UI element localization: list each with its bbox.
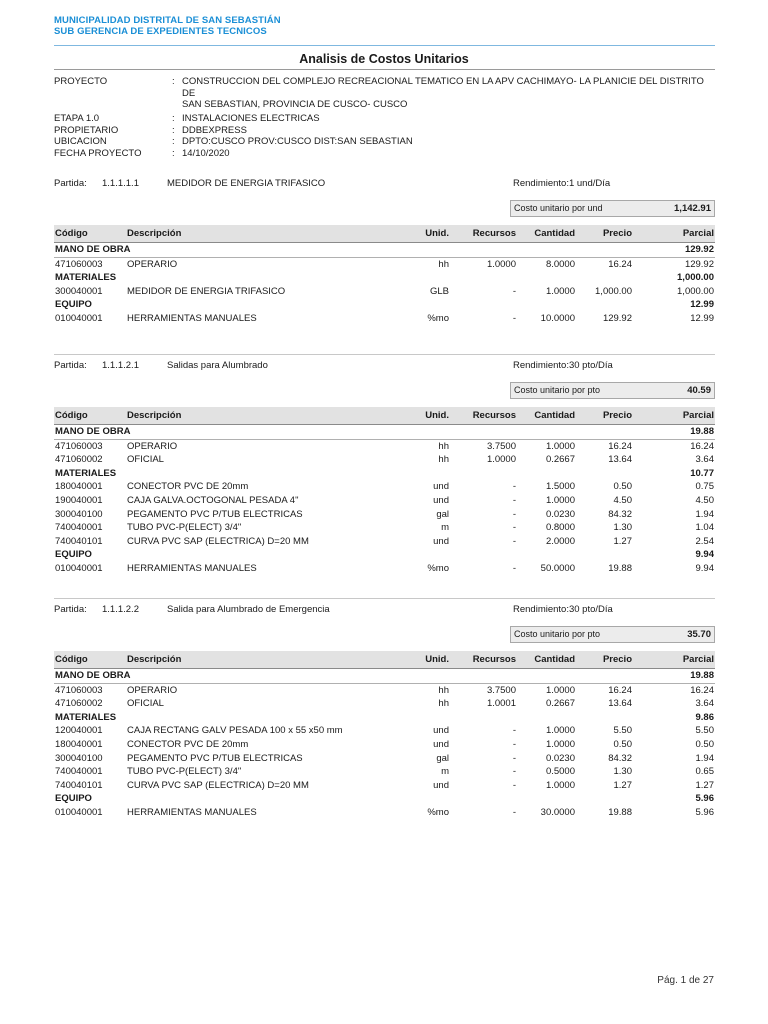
category-total: 19.88 bbox=[690, 670, 714, 681]
cell-parcial: 3.64 bbox=[695, 454, 714, 466]
table-header bbox=[54, 407, 715, 425]
cell-precio: 16.24 bbox=[608, 684, 632, 696]
category-row bbox=[54, 792, 715, 806]
cell-precio: 1,000.00 bbox=[595, 285, 632, 297]
cell-unid: und bbox=[433, 738, 449, 750]
cell-unid: m bbox=[441, 522, 449, 534]
cell-cant: 1.0000 bbox=[545, 738, 575, 750]
table-row bbox=[54, 752, 715, 766]
cell-code: 471060002 bbox=[55, 698, 103, 710]
info-row-fecha bbox=[54, 148, 715, 160]
table-row bbox=[54, 521, 715, 535]
cell-precio: 1.27 bbox=[613, 535, 632, 547]
cell-desc: CAJA GALVA.OCTOGONAL PESADA 4" bbox=[127, 494, 299, 506]
cell-unid: hh bbox=[438, 258, 449, 270]
unit-cost-box bbox=[510, 200, 715, 217]
column-header-precio: Precio bbox=[602, 654, 632, 665]
info-value-line: CONSTRUCCION DEL COMPLEJO RECREACIONAL TEMATICO EN LA APV CACHIMAYO- LA PLANICIE DEL DISTRITO DE bbox=[182, 76, 704, 99]
cell-desc: MEDIDOR DE ENERGIA TRIFASICO bbox=[127, 285, 286, 297]
cell-rec: 1.0000 bbox=[486, 258, 516, 270]
cell-code: 740040001 bbox=[55, 766, 103, 778]
cell-rec: - bbox=[512, 806, 516, 818]
cell-parcial: 1.94 bbox=[695, 752, 714, 764]
cell-unid: und bbox=[433, 779, 449, 791]
cell-precio: 84.32 bbox=[608, 752, 632, 764]
cell-cant: 1.0000 bbox=[545, 779, 575, 791]
column-header-cant: Cantidad bbox=[534, 654, 575, 665]
cell-cant: 2.0000 bbox=[545, 535, 575, 547]
unit-cost-label: Costo unitario por pto bbox=[514, 629, 601, 639]
info-value: DDBEXPRESS bbox=[182, 124, 247, 136]
document-title: Analisis de Costos Unitarios bbox=[299, 52, 469, 66]
partida-separator bbox=[54, 598, 715, 599]
partida-code: 1.1.1.1.1 bbox=[102, 178, 139, 189]
table-row bbox=[54, 684, 715, 698]
cell-rec: - bbox=[512, 752, 516, 764]
cell-desc: OPERARIO bbox=[127, 258, 178, 270]
info-colon: : bbox=[172, 113, 175, 124]
cell-rec: - bbox=[512, 522, 516, 534]
partida-rendimiento: Rendimiento:30 pto/Día bbox=[513, 604, 613, 615]
cell-precio: 1.30 bbox=[613, 766, 632, 778]
table-row bbox=[54, 738, 715, 752]
unit-cost-label: Costo unitario por und bbox=[514, 203, 603, 213]
cell-precio: 19.88 bbox=[608, 562, 632, 574]
cell-desc: OPERARIO bbox=[127, 684, 178, 696]
cell-rec: 3.7500 bbox=[486, 440, 516, 452]
info-label: FECHA PROYECTO bbox=[54, 147, 142, 159]
info-colon: : bbox=[172, 136, 175, 147]
cell-parcial: 129.92 bbox=[684, 258, 714, 270]
table-row bbox=[54, 494, 715, 508]
cell-code: 471060003 bbox=[55, 684, 103, 696]
column-header-parcial: Parcial bbox=[682, 654, 714, 665]
cell-cant: 8.0000 bbox=[545, 258, 575, 270]
category-row bbox=[54, 711, 715, 725]
cell-precio: 5.50 bbox=[613, 725, 632, 737]
category-name: MATERIALES bbox=[55, 467, 117, 479]
cell-rec: 1.0000 bbox=[486, 454, 516, 466]
category-name: MATERIALES bbox=[55, 711, 117, 723]
org-subdivision: SUB GERENCIA DE EXPEDIENTES TECNICOS bbox=[54, 26, 267, 37]
header-rule bbox=[54, 45, 715, 46]
cell-cant: 0.8000 bbox=[545, 522, 575, 534]
cell-rec: - bbox=[512, 312, 516, 324]
cell-code: 300040100 bbox=[55, 508, 103, 520]
table-row bbox=[54, 285, 715, 299]
cell-parcial: 1,000.00 bbox=[677, 285, 714, 297]
partida-code: 1.1.1.2.1 bbox=[102, 360, 139, 371]
cell-code: 300040100 bbox=[55, 752, 103, 764]
cell-rec: - bbox=[512, 494, 516, 506]
cell-rec: - bbox=[512, 779, 516, 791]
cell-unid: und bbox=[433, 535, 449, 547]
cell-parcial: 4.50 bbox=[695, 494, 714, 506]
cell-code: 180040001 bbox=[55, 738, 103, 750]
cell-parcial: 16.24 bbox=[690, 440, 714, 452]
cell-cant: 0.2667 bbox=[545, 454, 575, 466]
partida-label: Partida: bbox=[54, 360, 87, 371]
column-header-desc: Descripción bbox=[127, 410, 182, 421]
cell-unid: m bbox=[441, 766, 449, 778]
cell-code: 010040001 bbox=[55, 562, 103, 574]
partida-block bbox=[54, 354, 715, 576]
cell-unid: hh bbox=[438, 440, 449, 452]
cell-code: 190040001 bbox=[55, 494, 103, 506]
category-name: EQUIPO bbox=[55, 793, 92, 805]
cell-rec: - bbox=[512, 562, 516, 574]
column-header-rec: Recursos bbox=[472, 410, 516, 421]
cell-unid: GLB bbox=[429, 285, 449, 297]
cell-precio: 0.50 bbox=[613, 738, 632, 750]
cell-parcial: 0.75 bbox=[695, 481, 714, 493]
cell-parcial: 9.94 bbox=[695, 562, 714, 574]
partida-label: Partida: bbox=[54, 178, 87, 189]
cell-desc: CONECTOR PVC DE 20mm bbox=[127, 481, 249, 493]
cell-code: 010040001 bbox=[55, 806, 103, 818]
cell-cant: 1.0000 bbox=[545, 725, 575, 737]
partida-description: Salidas para Alumbrado bbox=[167, 360, 268, 371]
cell-parcial: 5.96 bbox=[695, 806, 714, 818]
info-row-ubicacion bbox=[54, 136, 715, 148]
cell-desc: OPERARIO bbox=[127, 440, 178, 452]
category-row bbox=[54, 271, 715, 285]
cell-code: 010040001 bbox=[55, 312, 103, 324]
table-row bbox=[54, 258, 715, 272]
partida-block bbox=[54, 598, 715, 820]
partida-code: 1.1.1.2.2 bbox=[102, 604, 139, 615]
cell-precio: 16.24 bbox=[608, 440, 632, 452]
cell-desc: HERRAMIENTAS MANUALES bbox=[127, 806, 257, 818]
cell-cant: 30.0000 bbox=[540, 806, 575, 818]
cell-parcial: 0.50 bbox=[695, 738, 714, 750]
category-name: MATERIALES bbox=[55, 272, 117, 284]
table-row bbox=[54, 453, 715, 467]
category-total: 9.86 bbox=[695, 711, 714, 723]
partida-label: Partida: bbox=[54, 604, 87, 615]
cell-unid: %mo bbox=[427, 562, 449, 574]
column-header-unid: Unid. bbox=[425, 654, 449, 665]
cell-rec: - bbox=[512, 725, 516, 737]
info-value: DPTO:CUSCO PROV:CUSCO DIST:SAN SEBASTIAN bbox=[182, 136, 413, 147]
cell-desc: TUBO PVC-P(ELECT) 3/4" bbox=[127, 522, 242, 534]
cell-unid: %mo bbox=[427, 806, 449, 818]
table-row bbox=[54, 440, 715, 454]
cell-rec: - bbox=[512, 738, 516, 750]
cell-code: 740040001 bbox=[55, 522, 103, 534]
category-total: 12.99 bbox=[690, 299, 714, 311]
table-row bbox=[54, 724, 715, 738]
column-header-parcial: Parcial bbox=[682, 228, 714, 239]
table-row bbox=[54, 535, 715, 549]
info-colon: : bbox=[172, 124, 175, 136]
category-total: 5.96 bbox=[695, 793, 714, 805]
cell-rec: 1.0001 bbox=[486, 698, 516, 710]
column-header-cant: Cantidad bbox=[534, 228, 575, 239]
cell-desc: CURVA PVC SAP (ELECTRICA) D=20 MM bbox=[127, 535, 309, 547]
column-header-parcial: Parcial bbox=[682, 410, 714, 421]
table-row bbox=[54, 480, 715, 494]
cell-unid: hh bbox=[438, 684, 449, 696]
partida-rendimiento: Rendimiento:1 und/Día bbox=[513, 178, 611, 189]
cell-cant: 10.0000 bbox=[540, 312, 575, 324]
category-total: 10.77 bbox=[690, 467, 714, 479]
cell-unid: gal bbox=[436, 752, 449, 764]
info-value bbox=[182, 76, 715, 111]
cell-parcial: 3.64 bbox=[695, 698, 714, 710]
table-row bbox=[54, 312, 715, 326]
cell-code: 471060003 bbox=[55, 440, 103, 452]
column-header-precio: Precio bbox=[602, 228, 632, 239]
category-name: EQUIPO bbox=[55, 549, 92, 561]
cell-desc: OFICIAL bbox=[127, 454, 164, 466]
cell-code: 120040001 bbox=[55, 725, 103, 737]
table-header bbox=[54, 225, 715, 243]
column-header-precio: Precio bbox=[602, 410, 632, 421]
cell-desc: HERRAMIENTAS MANUALES bbox=[127, 562, 257, 574]
cell-cant: 1.0000 bbox=[545, 285, 575, 297]
info-label: ETAPA 1.0 bbox=[54, 113, 100, 124]
partida-header bbox=[54, 360, 715, 374]
cell-rec: - bbox=[512, 766, 516, 778]
cell-desc: TUBO PVC-P(ELECT) 3/4" bbox=[127, 766, 242, 778]
info-value-line: SAN SEBASTIAN, PROVINCIA DE CUSCO- CUSCO bbox=[182, 99, 408, 110]
category-row bbox=[54, 425, 715, 440]
cell-precio: 13.64 bbox=[608, 698, 632, 710]
category-name: EQUIPO bbox=[55, 299, 92, 311]
category-row bbox=[54, 669, 715, 684]
cell-precio: 19.88 bbox=[608, 806, 632, 818]
cell-code: 740040101 bbox=[55, 779, 103, 791]
info-row-propietario bbox=[54, 125, 715, 137]
cell-precio: 13.64 bbox=[608, 454, 632, 466]
column-header-rec: Recursos bbox=[472, 654, 516, 665]
cell-desc: OFICIAL bbox=[127, 698, 164, 710]
cell-desc: CAJA RECTANG GALV PESADA 100 x 55 x50 mm bbox=[127, 725, 343, 737]
cell-parcial: 1.27 bbox=[695, 779, 714, 791]
column-header-code: Código bbox=[55, 654, 88, 665]
column-header-desc: Descripción bbox=[127, 228, 182, 239]
category-row bbox=[54, 243, 715, 258]
cell-parcial: 1.94 bbox=[695, 508, 714, 520]
table-row bbox=[54, 562, 715, 576]
partida-separator bbox=[54, 354, 715, 355]
info-colon: : bbox=[172, 147, 175, 159]
cell-unid: hh bbox=[438, 454, 449, 466]
cell-cant: 0.0230 bbox=[545, 508, 575, 520]
title-rule bbox=[54, 69, 715, 70]
cell-cant: 1.0000 bbox=[545, 440, 575, 452]
partida-description: Salida para Alumbrado de Emergencia bbox=[167, 604, 330, 615]
cell-cant: 1.0000 bbox=[545, 494, 575, 506]
cell-parcial: 16.24 bbox=[690, 684, 714, 696]
category-name: MANO DE OBRA bbox=[55, 670, 131, 681]
cell-cant: 1.5000 bbox=[545, 481, 575, 493]
cell-parcial: 0.65 bbox=[695, 766, 714, 778]
cell-cant: 0.0230 bbox=[545, 752, 575, 764]
cell-precio: 16.24 bbox=[608, 258, 632, 270]
category-total: 1,000.00 bbox=[677, 272, 714, 284]
category-total: 9.94 bbox=[695, 549, 714, 561]
cell-code: 471060002 bbox=[55, 454, 103, 466]
cell-rec: - bbox=[512, 285, 516, 297]
cell-cant: 0.2667 bbox=[545, 698, 575, 710]
info-row-proyecto bbox=[54, 76, 715, 111]
table-row bbox=[54, 697, 715, 711]
partida-header bbox=[54, 178, 715, 192]
category-row bbox=[54, 548, 715, 562]
cell-code: 740040101 bbox=[55, 535, 103, 547]
cell-desc: CONECTOR PVC DE 20mm bbox=[127, 738, 249, 750]
partida-description: MEDIDOR DE ENERGIA TRIFASICO bbox=[167, 178, 326, 189]
column-header-desc: Descripción bbox=[127, 654, 182, 665]
cell-unid: %mo bbox=[427, 312, 449, 324]
unit-cost-box bbox=[510, 626, 715, 643]
cell-unid: gal bbox=[436, 508, 449, 520]
info-label: UBICACION bbox=[54, 136, 107, 147]
cell-rec: - bbox=[512, 481, 516, 493]
cell-unid: hh bbox=[438, 698, 449, 710]
unit-cost-value: 40.59 bbox=[687, 385, 711, 396]
table-row bbox=[54, 765, 715, 779]
cell-code: 300040001 bbox=[55, 285, 103, 297]
unit-cost-value: 1,142.91 bbox=[674, 203, 711, 214]
info-value: INSTALACIONES ELECTRICAS bbox=[182, 113, 320, 124]
cell-parcial: 5.50 bbox=[695, 725, 714, 737]
cell-unid: und bbox=[433, 494, 449, 506]
cell-precio: 1.30 bbox=[613, 522, 632, 534]
info-value: 14/10/2020 bbox=[182, 147, 230, 159]
column-header-unid: Unid. bbox=[425, 228, 449, 239]
cell-cant: 1.0000 bbox=[545, 684, 575, 696]
unit-cost-box bbox=[510, 382, 715, 399]
partida-header bbox=[54, 604, 715, 618]
cell-cant: 50.0000 bbox=[540, 562, 575, 574]
cell-code: 471060003 bbox=[55, 258, 103, 270]
partida-rendimiento: Rendimiento:30 pto/Día bbox=[513, 360, 613, 371]
table-row bbox=[54, 779, 715, 793]
table-row bbox=[54, 508, 715, 522]
category-row bbox=[54, 467, 715, 481]
info-row-etapa bbox=[54, 113, 715, 125]
cell-parcial: 1.04 bbox=[695, 522, 714, 534]
column-header-cant: Cantidad bbox=[534, 410, 575, 421]
unit-cost-value: 35.70 bbox=[687, 629, 711, 640]
cell-rec: - bbox=[512, 535, 516, 547]
table-header bbox=[54, 651, 715, 669]
cell-precio: 4.50 bbox=[613, 494, 632, 506]
column-header-code: Código bbox=[55, 228, 88, 239]
cell-parcial: 2.54 bbox=[695, 535, 714, 547]
category-row bbox=[54, 298, 715, 312]
category-total: 129.92 bbox=[684, 244, 714, 255]
cell-precio: 0.50 bbox=[613, 481, 632, 493]
category-total: 19.88 bbox=[690, 426, 714, 437]
cell-desc: CURVA PVC SAP (ELECTRICA) D=20 MM bbox=[127, 779, 309, 791]
category-name: MANO DE OBRA bbox=[55, 426, 131, 437]
cell-unid: und bbox=[433, 481, 449, 493]
info-label: PROYECTO bbox=[54, 76, 108, 87]
cell-parcial: 12.99 bbox=[690, 312, 714, 324]
column-header-rec: Recursos bbox=[472, 228, 516, 239]
cell-unid: und bbox=[433, 725, 449, 737]
partida-block bbox=[54, 178, 715, 326]
cell-rec: 3.7500 bbox=[486, 684, 516, 696]
cell-precio: 1.27 bbox=[613, 779, 632, 791]
page-number: Pág. 1 de 27 bbox=[657, 975, 714, 986]
org-name: MUNICIPALIDAD DISTRITAL DE SAN SEBASTIÁN bbox=[54, 15, 281, 26]
cell-cant: 0.5000 bbox=[545, 766, 575, 778]
cell-desc: PEGAMENTO PVC P/TUB ELECTRICAS bbox=[127, 508, 303, 520]
category-name: MANO DE OBRA bbox=[55, 244, 131, 255]
cell-rec: - bbox=[512, 508, 516, 520]
table-row bbox=[54, 806, 715, 820]
cell-precio: 84.32 bbox=[608, 508, 632, 520]
column-header-code: Código bbox=[55, 410, 88, 421]
info-label: PROPIETARIO bbox=[54, 124, 119, 136]
cell-code: 180040001 bbox=[55, 481, 103, 493]
project-info bbox=[54, 76, 715, 162]
cell-desc: HERRAMIENTAS MANUALES bbox=[127, 312, 257, 324]
cell-desc: PEGAMENTO PVC P/TUB ELECTRICAS bbox=[127, 752, 303, 764]
column-header-unid: Unid. bbox=[425, 410, 449, 421]
cell-precio: 129.92 bbox=[602, 312, 632, 324]
info-colon: : bbox=[172, 76, 175, 87]
unit-cost-label: Costo unitario por pto bbox=[514, 385, 601, 395]
